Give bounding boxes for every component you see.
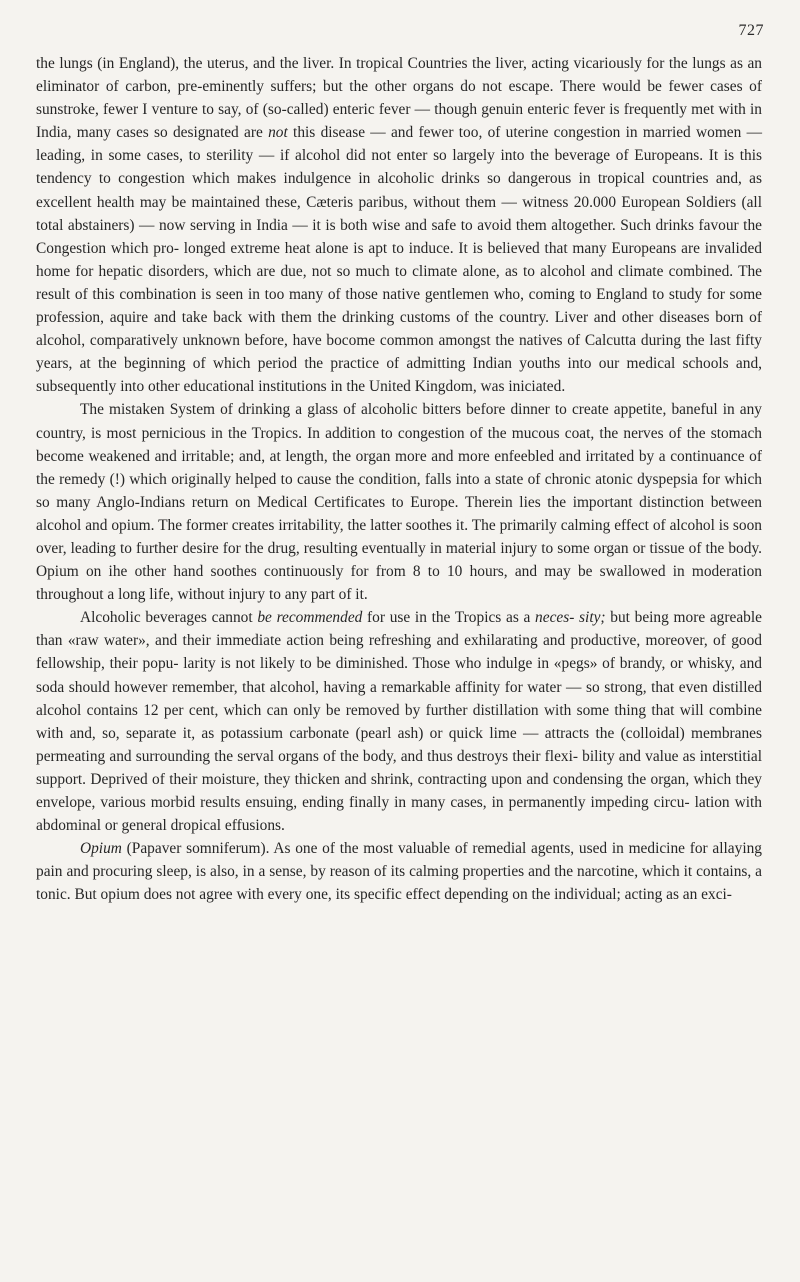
italic-text: neces- sity; [535, 609, 606, 627]
text-run: but being more agreable than «raw water», and their immediate action being refreshing and exhilarating and productive, moreover, of good fellowship, their popu- larity is not likely to be diminished. Those who indulge in «pegs» of brandy, or whisky, and soda should however remember, that alcohol, having a remarkable affinity for water — so strong, that even distilled alcohol contains 12 per cent, which can only be removed by further distillation with some thing that will combine with and, so, separate it, as potassium carbonate (pearl ash) or quick lime — attracts the (colloidal) membranes permeating and surrounding the serval organs of the body, and thus destroys their flexi- bility and value as interstitial support. Deprived of their moisture, they thicken and shrink, contracting upon and condensing the organ, which they envelope, various morbid results ensuing, ending finally in many cases, in permanently impeding circu- lation with abdominal or general dropical effusions. [36, 609, 762, 835]
text-run: for use in the Tropics as a [362, 609, 536, 627]
text-run: (Papaver somniferum). As one of the most valuable of remedial agents, used in medicine for allaying pain and procuring sleep, is also, in a sense, by reason of its calming properties and the narcotine, which it contains, a tonic. But opium does not agree with every one, its specific effect depending on the individual; acting as an exci- [36, 840, 762, 904]
italic-text: be recommended [257, 609, 363, 627]
paragraph [36, 52, 762, 398]
paragraph [36, 398, 762, 606]
text-run: Alcoholic beverages cannot [80, 609, 258, 627]
paragraph [36, 837, 762, 906]
body-text [36, 52, 762, 906]
paragraph [36, 606, 762, 837]
italic-text: Opium [80, 840, 122, 858]
text-run: The mistaken System of drinking a glass of alcoholic bitters before dinner to create appetite, baneful in any country, is most pernicious in the Tropics. In addition to congestion of the mucous coat, the nerves of the stomach become weakened and irritable; and, at length, the organ more and more enfeebled and irritated by a continuance of the remedy (!) which originally helped to cause the condition, falls into a state of chronic atonic dyspepsia for which so many Anglo-Indians return on Medical Certificates to Europe. Therein lies the important distinction between alcohol and opium. The former creates irritability, the latter soothes it. The primarily calming effect of alcohol is soon over, leading to further desire for the drug, resulting eventually in material injury to some organ or tissue of the body. Opium on ihe other hand soothes continuously for from 8 to 10 hours, and may be swallowed in moderation throughout a long life, without injury to any part of it. [36, 401, 762, 604]
text-run: this disease — and fewer too, of uterine congestion in married women — leading, in some cases, to sterility — if alcohol did not enter so largely into the beverage of Europeans. It is this tendency to congestion which makes indulgence in alcoholic drinks so dangerous in tropical countries and, as excellent health may be maintained these, Cæteris paribus, without them — witness 20.000 European Soldiers (all total abstainers) — now serving in India — it is both wise and safe to avoid them altogether. Such drinks favour the Congestion which pro- longed extreme heat alone is apt to induce. It is believed that many Europeans are invalided home for hepatic disorders, which are due, not so much to climate alone, as to alcohol and climate combined. The result of this combination is seen in too many of those native gentlemen who, coming to England to study for some profession, aquire and take back with them the drinking customs of the country. Liver and other diseases born of alcohol, comparatively unknown before, have bocome common amongst the natives of Calcutta during the last fifty years, at the beginning of which period the practice of admitting Indian youths into our medical schools and, subsequently into other educational institutions in the United Kingdom, was iniciated. [36, 124, 763, 396]
page-number: 727 [738, 22, 764, 39]
italic-text: not [268, 124, 288, 142]
text-run: the lungs (in England), the uterus, and the liver. In tropical Countries the liver, acting vicariously for the lungs as an eliminator of carbon, pre-eminently suffers; but the other organs do not escape. There would be fewer cases of sunstroke, fewer I venture to say, of (so-called) enteric fever — though genuin enteric fever is frequently met with in India, many cases so designated are [36, 55, 762, 142]
